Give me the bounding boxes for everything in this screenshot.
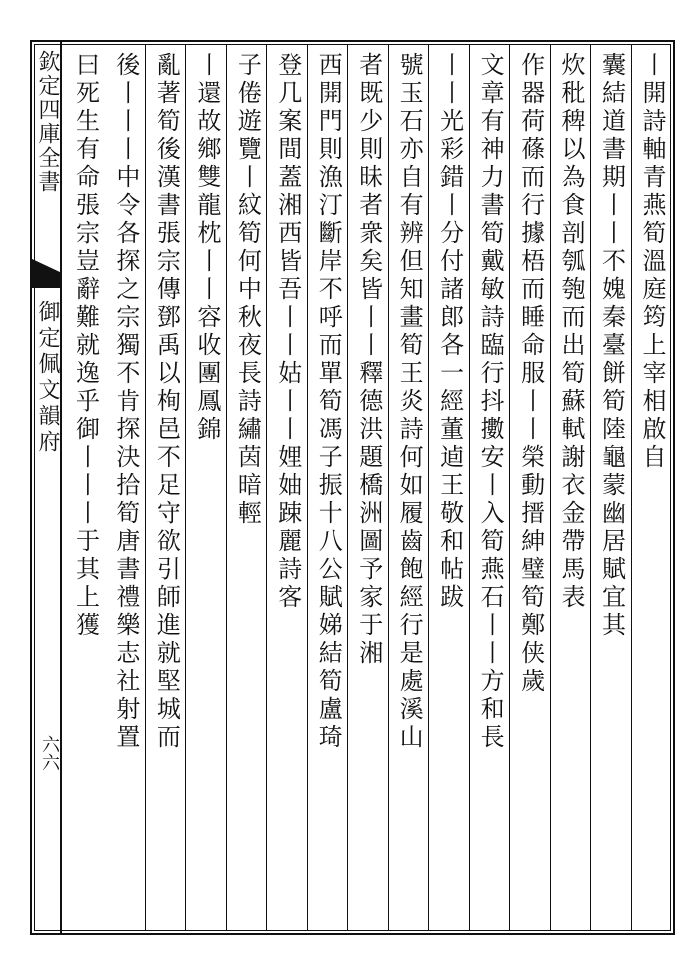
column-rule: [428, 44, 429, 931]
column-rule: [590, 44, 591, 931]
column-rule: [388, 44, 389, 931]
text-column: 丨還故鄉雙龍枕丨丨容收團鳳錦: [192, 52, 221, 444]
column-rule: [509, 44, 510, 931]
text-column: 子倦遊覽丨紋筍何中秋夜長詩繡茵暗輕: [233, 52, 262, 528]
column-rule: [185, 44, 186, 931]
text-column: 曰死生有命張宗豈辭難就逸乎御丨丨丨于其上獲: [71, 52, 100, 640]
text-column: 囊結道書期丨丨不媿秦臺餅筍陸龜蒙幽居賦宜其: [597, 52, 626, 640]
text-column: 登几案間蓋湘西皆吾丨丨姑丨丨娌妯踈麗詩客: [273, 52, 302, 612]
column-rule: [469, 44, 470, 931]
running-head: 欽定四庫全書: [35, 50, 60, 194]
text-column: 丨丨光彩錯丨分付諸郎各一經董逌王敬和帖跋: [435, 52, 464, 612]
column-rule: [266, 44, 267, 931]
text-column: 文章有神力書筍戴敏詩臨行抖擻安丨入筍燕石丨丨方和長: [476, 52, 505, 752]
text-column: 炊秕稗以為食剖瓠匏而出筍蘇軾謝衣金帶馬表: [557, 52, 586, 612]
column-rule: [307, 44, 308, 931]
text-column: 西開門則漁汀斷岸不呼而單筍馮子振十八公賦娣結筍盧琦: [314, 52, 343, 752]
text-column: 作器荷蓧而行據梧而睡命服丨丨榮動搢紳璧筍鄭侠歲: [516, 52, 545, 696]
column-rule: [145, 44, 146, 931]
text-column: 亂著筍後漢書張宗傳鄧禹以栒邑不足守欲引師進就堅城而: [152, 52, 181, 752]
page-number: 六六: [39, 735, 60, 771]
column-rule: [631, 44, 632, 931]
column-rule: [550, 44, 551, 931]
book-title: 御定佩文韻府: [35, 300, 60, 456]
text-column: 者既少則昧者衆矣皆丨丨釋德洪題橋洲圖予家于湘: [354, 52, 383, 668]
text-column: 丨開詩軸青燕筍溫庭筠上宰相啟自: [637, 52, 666, 472]
column-rule: [226, 44, 227, 931]
text-column: 後丨丨丨中令各探之宗獨不肯探決拾筍唐書禮樂志社射置: [111, 52, 140, 752]
text-column: 號玉石亦自有辨但知畫筍王炎詩何如履齒飽經行是處溪山: [395, 52, 424, 752]
column-rule: [347, 44, 348, 931]
